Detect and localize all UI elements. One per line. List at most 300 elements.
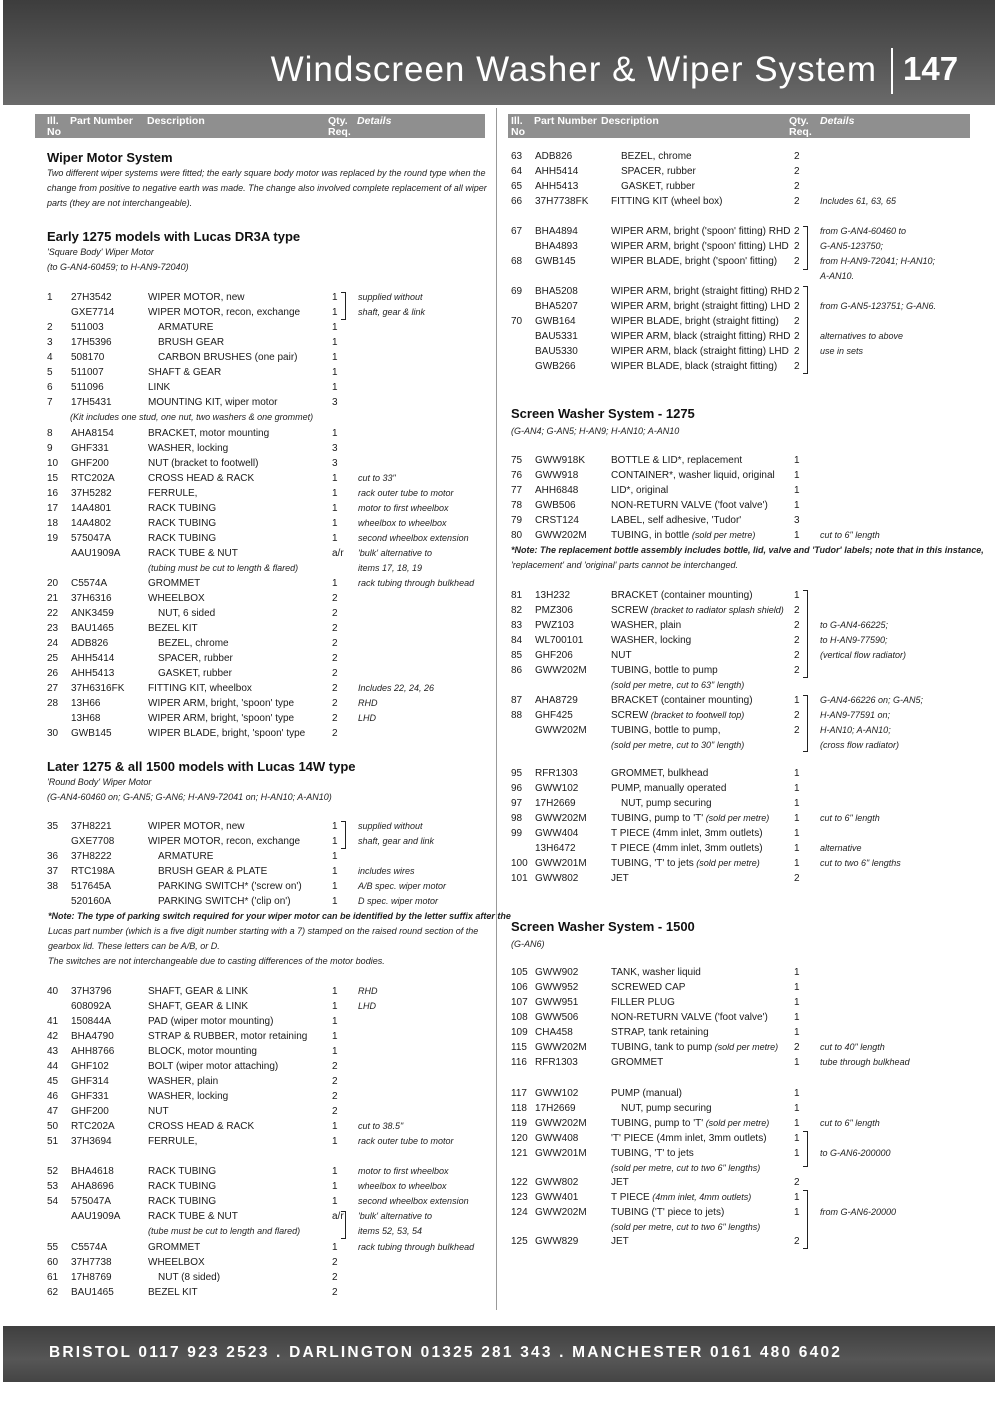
section-subtitle: Two different wiper systems were fitted; the early square body motor was replaced by the round type when the [47,168,486,178]
qty-required: 2 [794,620,800,631]
ill-number: 108 [511,1012,528,1023]
part-description: WIPER BLADE, bright, 'spoon' type [148,728,306,739]
part-number: GXE7714 [71,307,115,318]
ill-number: 84 [511,635,523,646]
col-qty: Qty. [328,115,348,127]
part-number: AHA8729 [535,695,578,706]
part-description: WASHER, plain [148,1076,219,1087]
part-description: TUBING, pump to 'T' (sold per metre) [611,1118,770,1129]
part-number: GWW202M [535,1042,587,1053]
details-text: rack tubing through bulkhead [358,1242,475,1252]
details-text: H-AN10; A-AN10; [820,725,891,735]
part-number: AHH6848 [535,485,579,496]
page-header [3,0,995,105]
col-no: No [47,126,61,138]
part-number: WL700101 [535,635,584,646]
grouping-bracket [802,695,808,752]
part-number: 575047A [71,1196,112,1207]
ill-number: 78 [511,500,523,511]
qty-required: 2 [332,698,338,709]
part-number: 511096 [71,382,104,393]
ill-number: 81 [511,590,523,601]
ill-number: 19 [47,533,59,544]
note-text: (tube must be cut to length and flared) [148,1226,301,1236]
ill-number: 16 [47,488,59,499]
grouping-bracket [802,1131,808,1167]
part-number: GWW506 [535,1012,579,1023]
qty-required: 2 [794,286,800,297]
qty-required: 2 [794,605,800,616]
part-number: RFR1303 [535,1057,578,1068]
part-description: NON-RETURN VALVE ('foot valve') [611,1012,768,1023]
part-description: BEZEL, chrome [158,638,229,649]
qty-required: 3 [794,515,800,526]
part-description: SPACER, rubber [621,166,696,177]
part-description: WIPER BLADE, black (straight fitting) [611,361,778,372]
part-description: T PIECE (4mm inlet, 4mm outlets) [611,1192,752,1203]
part-number: GHF331 [71,443,109,454]
qty-required: 1 [332,352,338,363]
grouping-bracket [802,226,808,270]
details-text: 'bulk' alternative to [358,1211,432,1221]
part-description: BRUSH GEAR & PLATE [158,866,268,877]
qty-required: 1 [794,1148,800,1159]
part-description: TUBING, bottle to pump, [611,725,721,736]
part-description: GROMMET [148,1242,201,1253]
part-description: WIPER MOTOR, new [148,292,245,303]
qty-required: 1 [332,1166,338,1177]
part-number: GHF206 [535,650,573,661]
part-description: PAD (wiper motor mounting) [148,1016,274,1027]
ill-number: 53 [47,1181,59,1192]
part-description: TUBING, in bottle (sold per metre) [611,530,756,541]
part-description: CROSS HEAD & RACK [148,473,255,484]
qty-required: 2 [332,683,338,694]
part-description: PUMP (manual) [611,1088,682,1099]
qty-required: 1 [794,828,800,839]
part-number: BAU1465 [71,623,114,634]
ill-number: 22 [47,608,59,619]
part-description: T PIECE (4mm inlet, 3mm outlets) [611,828,763,839]
part-number: AHH5413 [71,668,115,679]
part-number: AHH5413 [535,181,579,192]
ill-number: 36 [47,851,59,862]
part-number: BAU5331 [535,331,578,342]
part-description: PARKING SWITCH* ('clip on') [158,896,291,907]
ill-number: 123 [511,1192,528,1203]
qty-required: 1 [794,530,800,541]
ill-number: 27 [47,683,59,694]
part-description: GASKET, rubber [621,181,695,192]
qty-required: 1 [332,986,338,997]
part-description: CONTAINER*, washer liquid, original [611,470,775,481]
section-heading: Screen Washer System - 1500 [511,919,695,934]
note-text: The switches are not interchangeable due to casting differences of the motor bodies. [48,956,385,966]
part-number: 37H7738FK [535,196,589,207]
part-number: GWW202M [535,813,587,824]
part-number: GHF102 [71,1061,109,1072]
part-description: NUT, 6 sided [158,608,216,619]
section-subtitle: 'Square Body' Wiper Motor [47,247,154,257]
ill-number: 37 [47,866,59,877]
ill-number: 98 [511,813,523,824]
note-text: gearbox lid. These letters can be A/B, or D. [48,941,220,951]
ill-number: 124 [511,1207,528,1218]
qty-required: 1 [332,1121,338,1132]
qty-required: 2 [332,1106,338,1117]
col-part: Part Number [534,115,598,127]
qty-required: 2 [794,361,800,372]
ill-number: 101 [511,873,528,884]
qty-required: 2 [794,635,800,646]
ill-number: 70 [511,316,523,327]
part-number: 37H8221 [71,821,112,832]
part-number: 37H7738 [71,1257,112,1268]
part-description: RACK TUBE & NUT [148,1211,238,1222]
details-text: (cross flow radiator) [820,740,900,750]
details-text: cut to 33" [358,473,396,483]
qty-required: 1 [332,896,338,907]
details-text: alternative [820,843,862,853]
note-text: 'replacement' and 'original' parts cannot be interchanged. [511,560,739,570]
part-description: BRACKET (container mounting) [611,695,753,706]
section-subtitle: (G-AN4-60460 on; G-AN5; G-AN6; H-AN9-72041 on; H-AN10; A-AN10) [47,792,332,802]
part-number: 13H66 [71,698,101,709]
ill-number: 23 [47,623,59,634]
note-text: (Kit includes one stud, one nut, two washers & one grommet) [70,412,314,422]
part-description: CROSS HEAD & RACK [148,1121,255,1132]
ill-number: 116 [511,1057,527,1068]
ill-number: 61 [47,1272,59,1283]
part-number: GWW952 [535,982,579,993]
ill-number: 1 [47,292,53,303]
part-description: BOLT (wiper motor attaching) [148,1061,279,1072]
ill-number: 107 [511,997,528,1008]
section-subtitle: 'Round Body' Wiper Motor [47,777,152,787]
part-description: WIPER ARM, bright, 'spoon' type [148,713,295,724]
ill-number: 43 [47,1046,59,1057]
part-number: GXE7708 [71,836,115,847]
qty-required: 2 [332,1076,338,1087]
details-text: wheelbox to wheelbox [358,518,447,528]
ill-number: 83 [511,620,523,631]
qty-required: 1 [794,858,800,869]
part-number: GWW951 [535,997,579,1008]
part-description: STRAP, tank retaining [611,1027,709,1038]
part-description: RACK TUBING [148,1196,217,1207]
ill-number: 97 [511,798,523,809]
part-number: GHF200 [71,1106,109,1117]
part-number: GWW802 [535,873,579,884]
part-number: 37H3694 [71,1136,112,1147]
ill-number: 24 [47,638,59,649]
ill-number: 109 [511,1027,528,1038]
qty-required: 1 [794,1088,800,1099]
part-number: 575047A [71,533,112,544]
ill-number: 9 [47,443,53,454]
ill-number: 62 [47,1287,59,1298]
part-description: NUT, pump securing [621,798,712,809]
details-text: H-AN9-77591 on; [820,710,891,720]
details-text: 'bulk' alternative to [358,548,432,558]
part-number: RTC202A [71,1121,115,1132]
details-text: A-AN10. [820,271,855,281]
qty-required: 1 [332,1181,338,1192]
qty-required: 2 [332,1287,338,1298]
ill-number: 40 [47,986,59,997]
qty-required: 1 [332,1242,338,1253]
part-description: TUBING, bottle to pump [611,665,718,676]
part-description: NUT [611,650,632,661]
part-description: WIPER MOTOR, recon, exchange [148,836,301,847]
part-description: GROMMET [148,578,201,589]
ill-number: 26 [47,668,59,679]
qty-required: 1 [332,1016,338,1027]
part-description: BEZEL, chrome [621,151,692,162]
ill-number: 66 [511,196,523,207]
col-desc: Description [147,115,205,127]
details-text: cut to 6" length [820,1118,880,1128]
qty-required: a/r [332,548,344,559]
details-text: to G-AN4-66225; [820,620,889,630]
ill-number: 87 [511,695,523,706]
part-number: PWZ103 [535,620,574,631]
part-description: LABEL, self adhesive, 'Tudor' [611,515,742,526]
details-text: Includes 61, 63, 65 [820,196,897,206]
part-number: CHA458 [535,1027,573,1038]
qty-required: 1 [332,1031,338,1042]
qty-required: 3 [332,443,338,454]
part-number: AHA8696 [71,1181,114,1192]
ill-number: 119 [511,1118,527,1129]
details-text: alternatives to above [820,331,904,341]
note-text: (sold per metre, cut to two 6" lengths) [611,1222,761,1232]
qty-required: 1 [332,367,338,378]
qty-required: 2 [332,1091,338,1102]
qty-required: 2 [794,331,800,342]
part-description: RACK TUBING [148,533,217,544]
part-description: T PIECE (4mm inlet, 3mm outlets) [611,843,763,854]
qty-required: 1 [794,485,800,496]
part-number: GWW201M [535,1148,587,1159]
col-desc: Description [601,115,659,127]
part-number: 511007 [71,367,104,378]
part-description: WIPER ARM, bright, 'spoon' type [148,698,295,709]
ill-number: 17 [47,503,59,514]
qty-required: 1 [794,695,800,706]
part-description: WHEELBOX [148,1257,205,1268]
qty-required: 2 [794,151,800,162]
ill-number: 121 [511,1148,528,1159]
details-text: Includes 22, 24, 26 [358,683,435,693]
part-description: FERRULE, [148,1136,198,1147]
part-number: ANK3459 [71,608,114,619]
ill-number: 50 [47,1121,59,1132]
details-text: items 52, 53, 54 [358,1226,423,1236]
ill-number: 88 [511,710,523,721]
qty-required: 1 [794,997,800,1008]
qty-required: 1 [794,1133,800,1144]
part-number: BAU5330 [535,346,578,357]
qty-required: 2 [794,166,800,177]
column-header-right [508,114,970,138]
part-number: BHA4893 [535,241,578,252]
details-text: to G-AN6-200000 [820,1148,891,1158]
part-description: WASHER, locking [148,443,229,454]
part-number: 14A4801 [71,503,112,514]
grouping-bracket [802,286,808,374]
ill-number: 28 [47,698,59,709]
qty-required: 1 [332,1136,338,1147]
part-number: GWB145 [71,728,112,739]
qty-required: 1 [794,500,800,511]
footer-contacts: BRISTOL 0117 923 2523 . DARLINGTON 01325 281 343 . MANCHESTER 0161 480 6402 [49,1344,843,1361]
grouping-bracket [802,1190,808,1249]
section-heading: Screen Washer System - 1275 [511,406,695,421]
section-subtitle: parts (they are not interchangeable). [47,198,193,208]
section-heading: Early 1275 models with Lucas DR3A type [47,229,301,244]
col-ill: Ill. [47,115,59,127]
part-description: SHAFT, GEAR & LINK [148,986,249,997]
note-text: *Note: The replacement bottle assembly includes bottle, lid, valve and 'Tudor' labels; note that in this instance, [511,545,984,555]
qty-required: 2 [794,256,800,267]
part-number: C5574A [71,1242,108,1253]
qty-required: 1 [332,292,338,303]
qty-required: 1 [332,428,338,439]
part-number: ADB826 [535,151,573,162]
part-number: 508170 [71,352,105,363]
part-description: GASKET, rubber [158,668,232,679]
ill-number: 99 [511,828,523,839]
part-description: SCREW (bracket to radiator splash shield) [611,605,784,616]
details-text: G-AN5-123750; [820,241,884,251]
qty-required: 1 [332,881,338,892]
ill-number: 2 [47,322,53,333]
part-description: RACK TUBING [148,1166,217,1177]
ill-number: 122 [511,1177,528,1188]
part-description: ARMATURE [158,322,214,333]
part-description: BOTTLE & LID*, replacement [611,455,743,466]
part-description: NUT, pump securing [621,1103,712,1114]
ill-number: 106 [511,982,528,993]
note-text: Lucas part number (which is a five digit number starting with a 7) stamped on the raised round section of the [48,926,479,936]
ill-number: 54 [47,1196,59,1207]
part-number: GWW201M [535,858,587,869]
qty-required: 2 [794,665,800,676]
ill-number: 30 [47,728,59,739]
ill-number: 51 [47,1136,59,1147]
qty-required: 1 [794,470,800,481]
qty-required: 2 [332,623,338,634]
part-number: GWW802 [535,1177,579,1188]
qty-required: 1 [332,518,338,529]
part-number: GWB164 [535,316,576,327]
part-description: BLOCK, motor mounting [148,1046,257,1057]
part-number: 13H232 [535,590,571,601]
part-number: AAU1909A [71,1211,121,1222]
part-description: WASHER, locking [148,1091,229,1102]
part-description: WIPER ARM, black (straight fitting) RHD [611,331,791,342]
ill-number: 118 [511,1103,527,1114]
part-description: TUBING, tank to pump (sold per metre) [611,1042,779,1053]
part-number: GWB145 [535,256,576,267]
part-number: RTC198A [71,866,115,877]
part-number: AHH5414 [71,653,115,664]
part-number: AHH5414 [535,166,579,177]
qty-required: a/r [332,1211,344,1222]
details-text: shaft, gear & link [358,307,426,317]
section-subtitle: (G-AN6) [511,939,545,949]
part-description: FITTING KIT, wheelbox [148,683,252,694]
col-no: No [511,126,525,138]
qty-required: 1 [332,322,338,333]
part-number: 17H5431 [71,397,112,408]
part-description: LID*, original [611,485,669,496]
part-number: 37H5282 [71,488,112,499]
qty-required: 1 [332,1046,338,1057]
part-number: GWW404 [535,828,579,839]
qty-required: 1 [794,1057,800,1068]
qty-required: 1 [332,821,338,832]
ill-number: 105 [511,967,528,978]
qty-required: 1 [332,851,338,862]
part-number: AHH8766 [71,1046,115,1057]
qty-required: 1 [332,307,338,318]
part-description: MOUNTING KIT, wiper motor [148,397,278,408]
details-text: from G-AN5-123751; G-AN6. [820,301,937,311]
part-number: BHA4894 [535,226,578,237]
ill-number: 44 [47,1061,59,1072]
part-number: GWB506 [535,500,576,511]
part-number: 17H8769 [71,1272,112,1283]
ill-number: 69 [511,286,523,297]
ill-number: 67 [511,226,523,237]
ill-number: 7 [47,397,53,408]
qty-required: 2 [794,241,800,252]
part-description: CARBON BRUSHES (one pair) [158,352,298,363]
part-description: WIPER MOTOR, recon, exchange [148,307,301,318]
qty-required: 1 [332,866,338,877]
part-description: NON-RETURN VALVE ('foot valve') [611,500,768,511]
qty-required: 1 [794,1027,800,1038]
part-description: LINK [148,382,171,393]
qty-required: 2 [794,710,800,721]
ill-number: 55 [47,1242,59,1253]
part-number: RFR1303 [535,768,578,779]
part-description: WASHER, locking [611,635,692,646]
ill-number: 20 [47,578,59,589]
part-number: GWW408 [535,1133,579,1144]
ill-number: 120 [511,1133,528,1144]
qty-required: 1 [794,768,800,779]
part-description: TUBING ('T' piece to jets) [611,1207,725,1218]
qty-required: 1 [332,488,338,499]
part-description: BRUSH GEAR [158,337,225,348]
ill-number: 46 [47,1091,59,1102]
qty-required: 2 [332,653,338,664]
qty-required: 2 [332,728,338,739]
ill-number: 75 [511,455,523,466]
qty-required: 1 [794,798,800,809]
ill-number: 47 [47,1106,59,1117]
qty-required: 1 [794,843,800,854]
ill-number: 125 [511,1236,528,1247]
details-text: RHD [358,986,378,996]
details-text: use in sets [820,346,864,356]
col-part: Part Number [70,115,134,127]
note-text: (tubing must be cut to length & flared) [148,563,299,573]
part-number: GWW202M [535,1207,587,1218]
